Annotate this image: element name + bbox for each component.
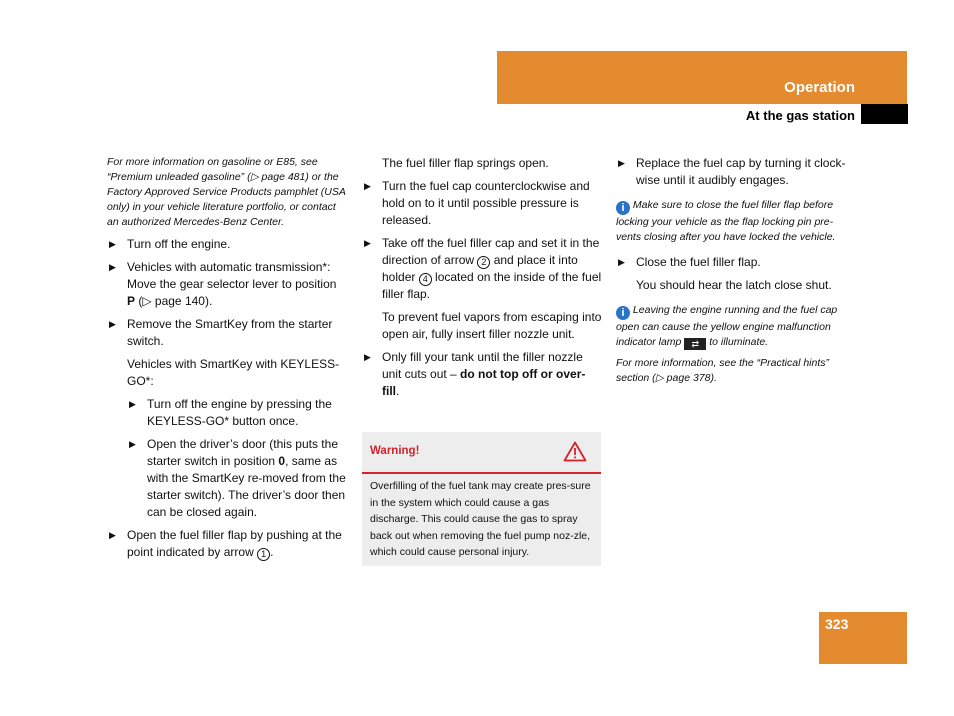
column-middle <box>362 155 602 400</box>
section-title: Operation <box>784 79 855 96</box>
bullet-triangle-icon: ▶ <box>109 239 116 249</box>
page-number-box <box>819 612 907 664</box>
bullet-triangle-icon: ▶ <box>109 530 116 540</box>
bullet-triangle-icon: ▶ <box>129 399 136 409</box>
step-fill-tank: ▶ Only fill your tank until the filler nozzle unit cuts out – do not top off or over-fill. <box>364 350 586 398</box>
flap-springs-text: The fuel filler flap springs open. <box>382 156 549 170</box>
step-take-off-cap: ▶ Take off the fuel filler cap and set it in the direction of arrow 2 and place it into holder 4 located on the inside of the fuel filler flap. <box>364 236 602 301</box>
fuel-info-note: For more information on gasoline or E85, see “Premium unleaded gasoline” (▷ page 481) or the Factory Approved Service Products pamphlet (USA only) in your vehicle literature portfolio, or contact an authorized Mercedes-Benz Center. <box>107 156 346 228</box>
step-turn-fuel-cap: ▶ Turn the fuel cap counterclockwise and hold on to it until possible pressure is released. <box>364 179 590 227</box>
warning-label: Warning! <box>370 445 420 457</box>
holder-number-4: 4 <box>419 273 432 286</box>
arrow-number-2: 2 <box>477 256 490 269</box>
fuel-vapors-text: To prevent fuel vapors from escaping into open air, fully insert filler nozzle unit. <box>382 310 602 341</box>
step-remove-smartkey: ▶ Remove the SmartKey from the starter switch. <box>109 317 333 348</box>
subsection-marker <box>861 104 908 124</box>
step-replace-fuel-cap: ▶ Replace the fuel cap by turning it clock-wise until it audibly engages. <box>618 156 846 187</box>
step-close-filler-flap: ▶ Close the fuel filler flap. <box>618 255 761 269</box>
bullet-triangle-icon: ▶ <box>129 439 136 449</box>
bullet-triangle-icon: ▶ <box>109 319 116 329</box>
warning-header <box>362 432 601 474</box>
step-open-filler-flap: ▶ Open the fuel filler flap by pushing at the point indicated by arrow 1 . <box>109 528 342 559</box>
bullet-triangle-icon: ▶ <box>364 352 371 362</box>
column-right <box>616 155 856 386</box>
column-left <box>107 155 347 561</box>
section-header-bar <box>497 51 907 104</box>
bullet-triangle-icon: ▶ <box>618 158 625 168</box>
bullet-triangle-icon: ▶ <box>109 262 116 272</box>
substep-open-door: ▶ Open the driver’s door (this puts the starter switch in position 0, same as with the SmartKey re-moved from the starter switch). The driver’s door then can be closed again. <box>129 437 346 519</box>
page-number: 323 <box>825 616 849 632</box>
info-icon: i <box>616 306 630 320</box>
step-turn-off-engine: ▶ Turn off the engine. <box>109 237 231 251</box>
subsection-title: At the gas station <box>745 108 855 123</box>
warning-text: Overfilling of the fuel tank may create pres-sure in the system which could cause a gas discharge. This could cause the gas to spray back out when removing the fuel pump noz-zle, which could cause personal injury. <box>370 480 591 558</box>
warning-box <box>362 432 601 566</box>
step-gear-selector: ▶ Vehicles with automatic transmission*: Move the gear selector lever to position P (▷ page 140). <box>109 260 337 308</box>
arrow-number-1: 1 <box>257 548 270 561</box>
engine-malfunction-lamp-icon: ⇄ <box>684 338 706 350</box>
latch-text: You should hear the latch close shut. <box>636 278 832 292</box>
bullet-triangle-icon: ▶ <box>364 181 371 191</box>
info-close-flap: i Make sure to close the fuel filler flap before locking your vehicle as the flap locking pin pre-vents closing after you have locked the vehicle. <box>616 199 836 243</box>
info-engine-lamp: i Leaving the engine running and the fuel cap open can cause the yellow engine malfunction indicator lamp ⇄ to illuminate. <box>616 304 838 349</box>
info-icon: i <box>616 201 630 215</box>
warning-triangle-icon <box>563 441 587 462</box>
bullet-triangle-icon: ▶ <box>618 257 625 267</box>
practical-hints-note: For more information, see the “Practical hints” section (▷ page 378). <box>616 357 829 384</box>
bullet-triangle-icon: ▶ <box>364 238 371 248</box>
substep-press-keyless: ▶ Turn off the engine by pressing the KEYLESS-GO* button once. <box>129 397 332 428</box>
keyless-substeps <box>107 396 347 521</box>
keyless-intro: Vehicles with SmartKey with KEYLESS-GO*: <box>127 357 340 388</box>
